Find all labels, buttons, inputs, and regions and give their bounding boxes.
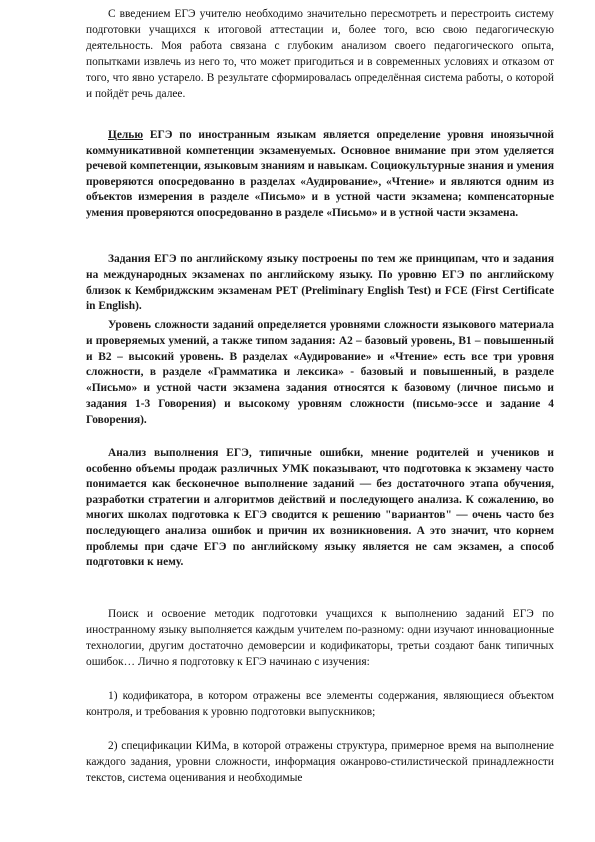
paragraph-difficulty: Уровень сложности заданий определяется уровнями сложности языкового материала и проверяемых умений, а также типом задания: А2 – базовый уровень, В1 – повышенный и В2 – высокий уровень. В разделах «Аудирование» и «Чтение» есть все три уровня сложности, в разделе «Грамматика и лексика» - базовый и повышенный, в разделе «Письмо» и устной части экзамена задания относятся к базовому (личное письмо и задания 1-3 Говорения) и высокому уровням сложности (письмо-эссе и задание 4 Говорения). [86,319,554,426]
paragraph-tasks: Задания ЕГЭ по английскому языку построены по тем же принципам, что и задания на международных экзаменах по английскому языку. По уровню ЕГЭ по английскому близок к Кембриджским экзаменам PET (Preliminary English Test) и FCE (First Certificate in English). [86,253,554,313]
paragraph-intro: С введением ЕГЭ учителю необходимо значительно пересмотреть и перестроить систему подготовки учащихся к итоговой аттестации и, более того, всю свою педагогическую деятельность. Моя работа связана с глубоким анализом своего педагогического опыта, попытками извлечь из него то, что может пригодиться и в современных условиях и отказом от того, что явно устарело. В результате сформировалась определённая система работы, о которой и пойдёт речь далее. [86,8,554,100]
paragraph-methods: Поиск и освоение методик подготовки учащихся к выполнению заданий ЕГЭ по иностранному языку выполняется каждым учителем по-разному: одни изучают инновационные технологии, другим достаточно демоверсии и кодификаторы, третьи создают банк типичных ошибок… Лично я подготовку к ЕГЭ начинаю с изучения: [86,608,554,668]
list-item-codifier: 1) кодификатора, в котором отражены все элементы содержания, являющиеся объектом контроля, и требования к уровню подготовки выпускников; [86,690,554,718]
paragraph-goal [86,128,554,222]
analysis-conclusion: А это значит, что корнем проблемы при сдаче ЕГЭ по английскому языку является не сам экзамен, а способ подготовки к нему. [86,524,554,569]
goal-term: Целью [108,129,144,141]
list-item-specification: 2) спецификации КИМа, в которой отражены структура, примерное время на выполнение каждого задания, уровни сложности, информация ожанрово-стилистической принадлежности текстов, система оценивания и необходимые [86,740,554,784]
analysis-text: Анализ выполнения ЕГЭ, типичные ошибки, мнение родителей и учеников и особенно объемы продаж различных УМК показывают, что подготовка к экзамену часто понимается как бесконечное выполнение заданий — без достаточного этапа обучения, разработки стратегии и алгоритмов действий и последующего анализа. К сожалению, во многих школах подготовка к ЕГЭ сводится к решению "вариантов" — очень часто без последующего анализа ошибок и причин их возникновения. [86,447,554,537]
goal-text: ЕГЭ по иностранным языкам является определение уровня иноязычной коммуникативной компетенции экзаменуемых. Основное внимание при этом уделяется речевой компетенции, языковым знаниям и навыкам. Социокультурные знания и умения проверяются опосредованно в разделах «Аудирование», «Чтение» и являются одним из объектов измерения в разделе «Письмо» и в устной части экзамена; компенсаторные умения проверяются опосредованно в разделе «Письмо» и в устной части экзамена. [86,129,554,219]
paragraph-analysis [86,446,554,571]
